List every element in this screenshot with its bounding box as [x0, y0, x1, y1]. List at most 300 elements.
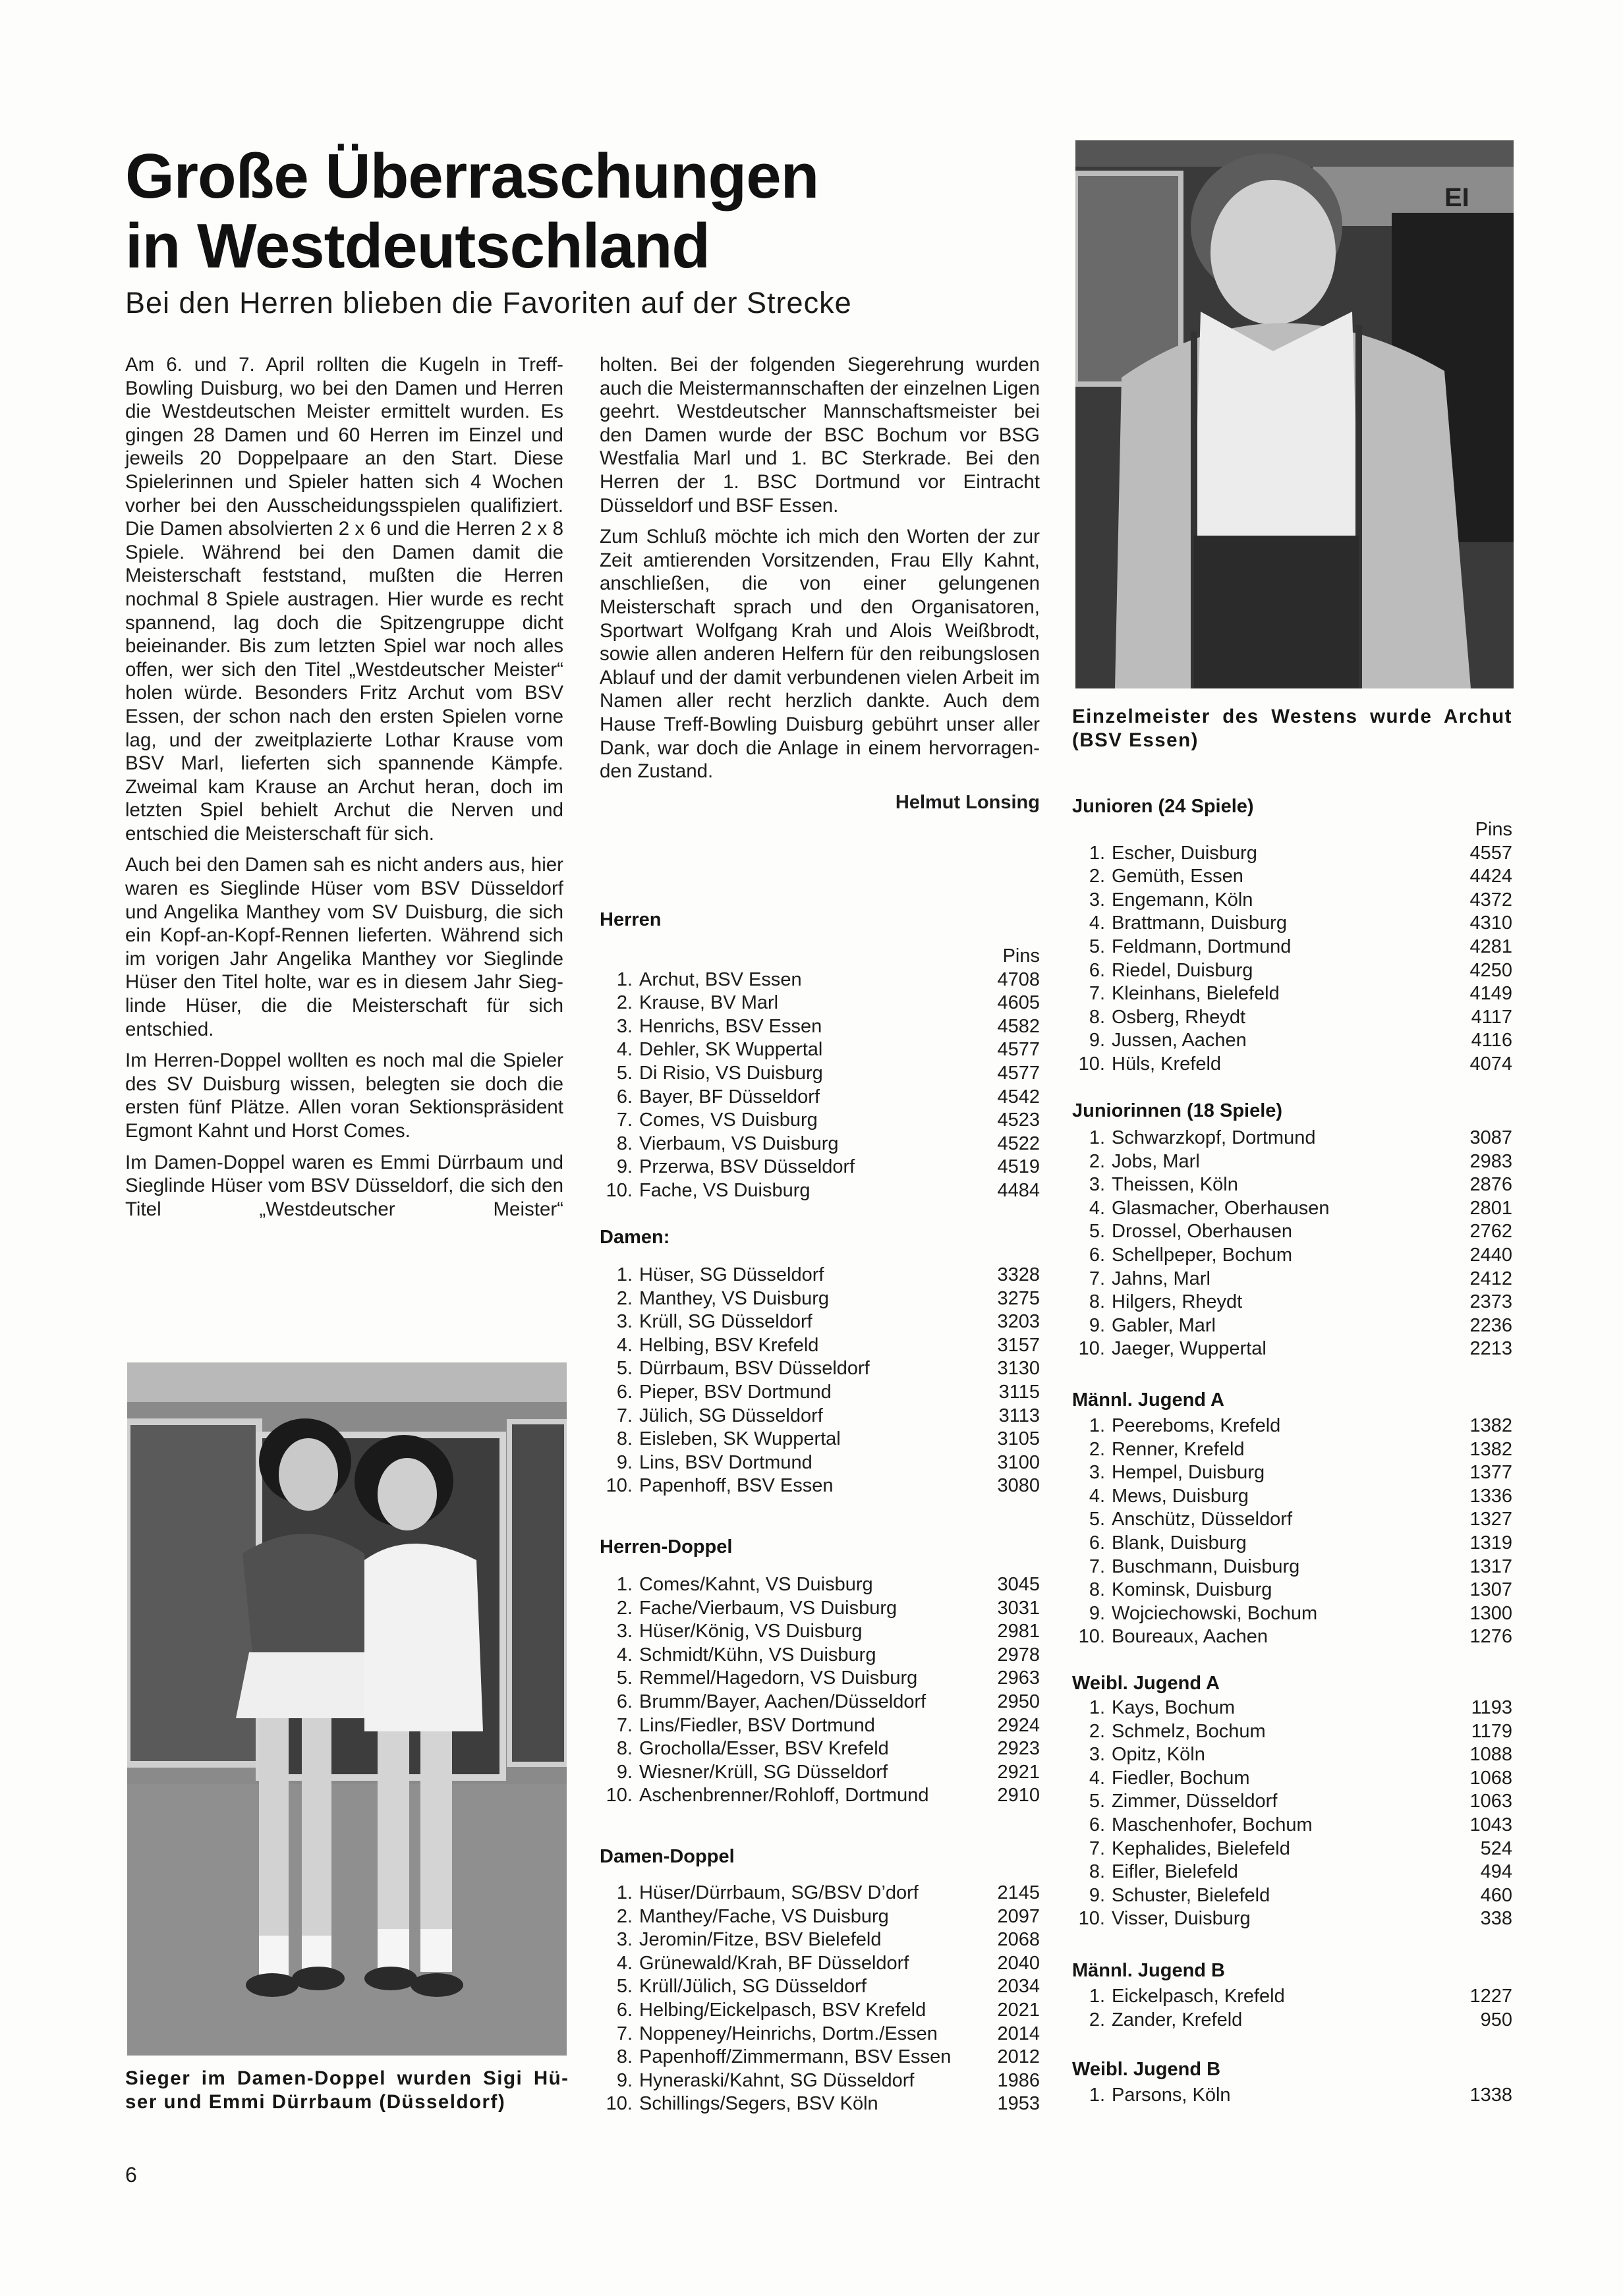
result-rank: 10. [1078, 1908, 1105, 1930]
result-rank: 4. [616, 1039, 633, 1061]
result-name: Kephalides, Bielefeld [1112, 1837, 1290, 1859]
result-name: Glasmacher, Oberhausen [1112, 1197, 1330, 1219]
result-row [1072, 2009, 1512, 2032]
result-name: Riedel, Duisburg [1112, 959, 1253, 981]
result-rank: 1. [616, 1264, 633, 1285]
result-pins: 4074 [1469, 1053, 1512, 1075]
result-row [1072, 1268, 1512, 1291]
result-name: Helbing, BSV Krefeld [639, 1334, 819, 1356]
result-pins: 2145 [997, 1882, 1040, 1903]
result-rank: 5. [616, 1667, 633, 1689]
result-name: Jülich, SG Düsseldorf [639, 1405, 823, 1426]
paragraph: Im Damen-Doppel waren es Emmi Dürrbaum und Sieglinde Hüser vom BSV Düsseldorf, die sich den Titel „Westdeutscher Meister“ [125, 1151, 563, 1220]
result-pins: 4484 [997, 1179, 1040, 1201]
result-row [600, 1179, 1040, 1203]
result-pins: 3087 [1469, 1127, 1512, 1148]
result-pins: 2910 [997, 1785, 1040, 1806]
photo-archut [1075, 140, 1514, 688]
results-weibl-jugend-b [1072, 2058, 1512, 2108]
result-pins: 2068 [997, 1929, 1040, 1951]
section-title: Damen: [600, 1227, 670, 1248]
result-rank: 6. [1089, 959, 1105, 981]
result-rank: 6. [616, 1691, 633, 1712]
result-name: Gabler, Marl [1112, 1314, 1216, 1336]
result-pins: 2801 [1469, 1197, 1512, 1219]
result-row [600, 1952, 1040, 1976]
result-pins: 3105 [997, 1428, 1040, 1450]
result-row [1072, 1220, 1512, 1244]
result-row [600, 1620, 1040, 1644]
result-rank: 2. [616, 992, 633, 1014]
result-row [1072, 1197, 1512, 1221]
section-title: Damen-Doppel [600, 1846, 735, 1867]
paragraph: Zum Schluß möchte ich mich den Worten der zur Zeit amtierenden Vorsitzenden, Frau Elly Kahnt, anschließen, die von einer gelungenen Meisterschaft sprach und den Organisatoren, Sportwart Wolfgang Krah und Alois Weißbrodt, sowie allen anderen Helfern für den reibungslosen Ablauf und der damit verbundenen vielen Arbeit im Namen aller recht herzlich dankte. Auch dem Hause Treff-Bowling Duisburg gebührt unser aller Dank, war doch die Anlage in einem hervorragenden Zustand. [600, 526, 1040, 783]
result-row [1072, 889, 1512, 912]
result-rank: 4. [1089, 912, 1105, 934]
result-name: Kays, Bochum [1112, 1697, 1235, 1718]
result-row [1072, 1532, 1512, 1555]
results-list [1072, 1127, 1512, 1361]
result-name: Fache, VS Duisburg [639, 1179, 811, 1201]
results-juniorinnen [1072, 1099, 1512, 1361]
result-row [600, 1451, 1040, 1475]
result-name: Manthey, VS Duisburg [639, 1287, 829, 1309]
result-pins: 2213 [1469, 1338, 1512, 1360]
result-name: Blank, Duisburg [1112, 1532, 1247, 1554]
result-pins: 3100 [997, 1451, 1040, 1473]
result-pins: 1276 [1469, 1626, 1512, 1648]
result-pins: 3275 [997, 1287, 1040, 1309]
result-row [1072, 1291, 1512, 1314]
result-row [600, 1357, 1040, 1381]
result-rank: 1. [1089, 1127, 1105, 1148]
result-row [1072, 1625, 1512, 1649]
section-title: Herren [600, 909, 662, 930]
result-row [1072, 1127, 1512, 1150]
result-name: Schellpeper, Bochum [1112, 1244, 1293, 1266]
result-rank: 1. [616, 1574, 633, 1595]
result-row [600, 1287, 1040, 1311]
result-row [600, 1573, 1040, 1597]
result-name: Fiedler, Bochum [1112, 1767, 1250, 1789]
result-pins: 2978 [997, 1644, 1040, 1666]
results-maennl-jugend-a [1072, 1388, 1512, 1649]
results-herren-doppel [600, 1535, 1040, 1808]
section-title: Weibl. Jugend A [1072, 1673, 1220, 1694]
result-row [1072, 1696, 1512, 1720]
result-name: Maschenhofer, Bochum [1112, 1814, 1313, 1835]
result-name: Parsons, Köln [1112, 2085, 1231, 2106]
result-rank: 2. [1089, 1438, 1105, 1460]
result-row [600, 1882, 1040, 1905]
result-rank: 7. [616, 1405, 633, 1426]
result-rank: 6. [616, 1999, 633, 2021]
sign-text: EI [1444, 183, 1469, 212]
photo-caption-left [125, 2067, 568, 2114]
result-row [1072, 959, 1512, 983]
result-rank: 7. [1089, 1837, 1105, 1859]
result-rank: 7. [1089, 983, 1105, 1005]
result-name: Hüser/Dürrbaum, SG/BSV D’dorf [639, 1882, 919, 1903]
result-name: Pieper, BSV Dortmund [639, 1381, 832, 1403]
results-list [1072, 2084, 1512, 2108]
result-name: Hüser, SG Düsseldorf [639, 1264, 824, 1285]
result-pins: 524 [1480, 1837, 1512, 1859]
result-pins: 2040 [997, 1952, 1040, 1974]
result-name: Krüll/Jülich, SG Düsseldorf [639, 1976, 867, 1998]
result-rank: 10. [1078, 1338, 1105, 1360]
result-name: Eickelpasch, Krefeld [1112, 1986, 1285, 2007]
result-rank: 5. [1089, 1509, 1105, 1530]
result-name: Schuster, Bielefeld [1112, 1884, 1270, 1906]
result-pins: 1317 [1469, 1555, 1512, 1577]
result-name: Renner, Krefeld [1112, 1438, 1245, 1460]
result-pins: 1382 [1469, 1415, 1512, 1436]
result-name: Brumm/Bayer, Aachen/Düsseldorf [639, 1691, 926, 1712]
result-pins: 2440 [1469, 1244, 1512, 1266]
result-pins: 4281 [1469, 936, 1512, 957]
result-name: Bayer, BF Düsseldorf [639, 1086, 820, 1107]
result-rank: 9. [616, 1761, 633, 1783]
result-rank: 1. [616, 968, 633, 990]
results-list [1072, 842, 1512, 1077]
result-row [1072, 936, 1512, 959]
result-pins: 1336 [1469, 1485, 1512, 1507]
result-rank: 5. [616, 1062, 633, 1084]
result-pins: 3045 [997, 1574, 1040, 1595]
result-rank: 8. [616, 2046, 633, 2068]
result-name: Schmelz, Bochum [1112, 1720, 1266, 1742]
photo-caption-right-text: Einzelmeister des Westens wurde Archut (BSV Essen) [1072, 706, 1512, 751]
result-name: Schmidt/Kühn, VS Duisburg [639, 1644, 876, 1666]
result-row [1072, 1767, 1512, 1791]
result-row [1072, 1602, 1512, 1626]
result-rank: 9. [1089, 1602, 1105, 1624]
result-rank: 3. [616, 1929, 633, 1951]
result-rank: 4. [1089, 1767, 1105, 1789]
result-rank: 8. [616, 1738, 633, 1760]
result-rank: 3. [1089, 1744, 1105, 1766]
result-pins: 1227 [1469, 1986, 1512, 2007]
page-number: 6 [125, 2163, 137, 2187]
result-row [600, 1784, 1040, 1808]
result-name: Eifler, Bielefeld [1112, 1861, 1238, 1883]
article-column-1 [125, 353, 563, 1229]
result-name: Hyneraski/Kahnt, SG Düsseldorf [639, 2069, 915, 2091]
result-rank: 9. [616, 1156, 633, 1178]
result-row [600, 1737, 1040, 1761]
result-pins: 1043 [1469, 1814, 1512, 1835]
result-row [600, 1905, 1040, 1929]
result-row [600, 1015, 1040, 1039]
result-pins: 2963 [997, 1667, 1040, 1689]
result-row [1072, 1314, 1512, 1338]
result-pins: 3157 [997, 1334, 1040, 1356]
result-row [600, 1597, 1040, 1621]
result-pins: 4424 [1469, 866, 1512, 887]
result-name: Hüser/König, VS Duisburg [639, 1621, 863, 1642]
result-pins: 2373 [1469, 1291, 1512, 1313]
result-row [600, 1691, 1040, 1714]
photo-caption-left-text: Sieger im Damen-Doppel wurden Sigi Hüser und Emmi Dürrbaum (Düsseldorf) [125, 2067, 568, 2113]
result-name: Osberg, Rheydt [1112, 1006, 1246, 1028]
result-rank: 9. [1089, 1884, 1105, 1906]
result-name: Visser, Duisburg [1112, 1908, 1251, 1930]
result-rank: 7. [1089, 1555, 1105, 1577]
result-row [600, 1156, 1040, 1179]
section-title: Männl. Jugend B [1072, 1960, 1225, 1981]
result-name: Opitz, Köln [1112, 1744, 1205, 1766]
result-name: Noppeney/Heinrichs, Dortm./Essen [639, 2023, 938, 2044]
result-rank: 3. [616, 1311, 633, 1333]
result-name: Schillings/Segers, BSV Köln [639, 2093, 878, 2115]
result-name: Engemann, Köln [1112, 889, 1253, 910]
result-row [1072, 1985, 1512, 2009]
result-name: Zimmer, Düsseldorf [1112, 1791, 1278, 1812]
result-name: Peereboms, Krefeld [1112, 1415, 1281, 1436]
result-rank: 10. [606, 2093, 633, 2115]
result-row [600, 1761, 1040, 1785]
result-rank: 1. [616, 1882, 633, 1903]
result-pins: 2762 [1469, 1221, 1512, 1243]
result-row [1072, 1720, 1512, 1744]
result-name: Hüls, Krefeld [1112, 1053, 1222, 1075]
result-pins: 1193 [1471, 1697, 1512, 1718]
result-rank: 8. [1089, 1579, 1105, 1601]
result-rank: 6. [1089, 1244, 1105, 1266]
result-name: Mews, Duisburg [1112, 1485, 1249, 1507]
result-row [600, 1714, 1040, 1738]
result-name: Feldmann, Dortmund [1112, 936, 1292, 957]
result-rank: 4. [616, 1952, 633, 1974]
headline-line-1: Große Überraschungen [125, 141, 819, 211]
result-name: Remmel/Hagedorn, VS Duisburg [639, 1667, 918, 1689]
result-pins: 1382 [1469, 1438, 1512, 1460]
result-row [600, 1038, 1040, 1062]
result-pins: 3080 [997, 1475, 1040, 1497]
result-rank: 3. [616, 1015, 633, 1037]
results-list [600, 1882, 1040, 2116]
result-pins: 2097 [997, 1905, 1040, 1927]
result-pins: 3115 [998, 1381, 1040, 1403]
result-pins: 2924 [997, 1714, 1040, 1736]
result-row [1072, 1790, 1512, 1814]
result-row [600, 1474, 1040, 1498]
result-pins: 4708 [997, 968, 1040, 990]
result-pins: 3130 [997, 1358, 1040, 1380]
result-row [1072, 1555, 1512, 1579]
result-pins: 4116 [1471, 1030, 1512, 1051]
result-row [600, 1334, 1040, 1358]
result-pins: 4577 [997, 1039, 1040, 1061]
result-name: Jaeger, Wuppertal [1112, 1338, 1267, 1360]
result-rank: 4. [1089, 1197, 1105, 1219]
result-pins: 4577 [997, 1062, 1040, 1084]
result-pins: 3113 [998, 1405, 1040, 1426]
subtitle: Bei den Herren blieben die Favoriten auf der Strecke [125, 286, 852, 320]
result-name: Helbing/Eickelpasch, BSV Krefeld [639, 1999, 926, 2021]
article-column-2 [600, 353, 1040, 822]
result-row [1072, 1150, 1512, 1174]
result-rank: 9. [616, 1451, 633, 1473]
result-row [1072, 842, 1512, 866]
result-pins: 2012 [997, 2046, 1040, 2068]
results-herren [600, 908, 1040, 1203]
result-rank: 2. [1089, 1720, 1105, 1742]
results-list [600, 1264, 1040, 1498]
result-pins: 4557 [1469, 842, 1512, 864]
result-row [600, 1133, 1040, 1156]
result-name: Hempel, Duisburg [1112, 1462, 1265, 1484]
result-rank: 1. [1089, 2085, 1105, 2106]
result-rank: 7. [1089, 1268, 1105, 1289]
result-row [600, 1264, 1040, 1287]
result-name: Wiesner/Krüll, SG Düsseldorf [639, 1761, 888, 1783]
result-pins: 950 [1480, 2009, 1512, 2030]
result-pins: 1327 [1469, 1509, 1512, 1530]
result-rank: 2. [1089, 2009, 1105, 2030]
result-pins: 3328 [997, 1264, 1040, 1285]
result-row [600, 1644, 1040, 1667]
result-name: Jussen, Aachen [1112, 1030, 1247, 1051]
result-row [600, 1928, 1040, 1952]
result-pins: 1063 [1469, 1791, 1512, 1812]
result-rank: 10. [1078, 1626, 1105, 1648]
result-row [1072, 1837, 1512, 1861]
result-name: Grocholla/Esser, BSV Krefeld [639, 1738, 889, 1760]
result-rank: 3. [616, 1621, 633, 1642]
result-rank: 6. [1089, 1814, 1105, 1835]
result-name: Kominsk, Duisburg [1112, 1579, 1272, 1601]
result-name: Boureaux, Aachen [1112, 1626, 1268, 1648]
result-pins: 1377 [1469, 1462, 1512, 1484]
result-pins: 460 [1480, 1884, 1512, 1906]
results-list [1072, 1985, 1512, 2032]
result-rank: 10. [1078, 1053, 1105, 1075]
result-row [1072, 1861, 1512, 1884]
result-pins: 2034 [997, 1976, 1040, 1998]
result-name: Lins, BSV Dortmund [639, 1451, 812, 1473]
result-rank: 8. [1089, 1291, 1105, 1313]
result-row [600, 1310, 1040, 1334]
result-name: Jahns, Marl [1112, 1268, 1210, 1289]
result-row [1072, 865, 1512, 889]
result-pins: 338 [1480, 1908, 1512, 1930]
result-name: Drossel, Oberhausen [1112, 1221, 1293, 1243]
results-damen-doppel [600, 1845, 1040, 2116]
result-rank: 2. [616, 1597, 633, 1619]
section-title: Herren-Doppel [600, 1536, 733, 1557]
headline [125, 142, 818, 281]
result-row [600, 1109, 1040, 1133]
result-pins: 4605 [997, 992, 1040, 1014]
result-rank: 10. [606, 1179, 633, 1201]
paragraph: Im Herren-Doppel wollten es noch mal die Spieler des SV Duisburg wissen, belegten sie doch die ersten fünf Plätze. Allen voran Sektionspräsident Egmont Kahnt und Horst Comes. [125, 1050, 563, 1142]
paragraph: holten. Bei der folgenden Siegerehrung wurden auch die Meistermannschaften der einzelnen Ligen geehrt. Westdeutscher Mannschaftsmeister bei den Damen wurde der BSC Bochum vor BSG Westfalia Marl und 1. BC Sterkrade. Bei den Herren der 1. BSC Dortmund vor Eintracht Düsseldorf und BSF Essen. [600, 354, 1040, 517]
result-rank: 8. [1089, 1006, 1105, 1028]
result-pins: 2921 [997, 1761, 1040, 1783]
result-rank: 4. [616, 1644, 633, 1666]
result-row [1072, 1006, 1512, 1030]
result-rank: 6. [616, 1381, 633, 1403]
result-row [1072, 1173, 1512, 1197]
result-row [1072, 1029, 1512, 1053]
result-name: Eisleben, SK Wuppertal [639, 1428, 841, 1450]
result-name: Vierbaum, VS Duisburg [639, 1133, 839, 1154]
result-pins: 4519 [997, 1156, 1040, 1178]
result-row [600, 968, 1040, 992]
result-row [600, 1975, 1040, 1999]
photo-caption-right [1072, 705, 1512, 752]
result-name: Kleinhans, Bielefeld [1112, 983, 1280, 1005]
result-pins: 2981 [997, 1621, 1040, 1642]
result-rank: 7. [616, 1109, 633, 1131]
section-title: Junioren (24 Spiele) [1072, 796, 1254, 817]
result-name: Schwarzkopf, Dortmund [1112, 1127, 1316, 1148]
result-name: Theissen, Köln [1112, 1174, 1238, 1196]
result-name: Wojciechowski, Bochum [1112, 1602, 1318, 1624]
result-name: Anschütz, Düsseldorf [1112, 1509, 1293, 1530]
result-name: Papenhoff, BSV Essen [639, 1475, 834, 1497]
result-rank: 4. [616, 1334, 633, 1356]
result-pins: 1338 [1469, 2085, 1512, 2106]
result-pins: 1179 [1471, 1720, 1512, 1742]
result-pins: 4542 [997, 1086, 1040, 1107]
headline-line-2: in Westdeutschland [125, 211, 710, 281]
result-pins: 4523 [997, 1109, 1040, 1131]
result-rank: 3. [1089, 889, 1105, 910]
result-rank: 9. [1089, 1314, 1105, 1336]
result-name: Grünewald/Krah, BF Düsseldorf [639, 1952, 909, 1974]
result-row [600, 2092, 1040, 2116]
result-pins: 4582 [997, 1015, 1040, 1037]
section-title: Männl. Jugend A [1072, 1389, 1224, 1411]
result-name: Dehler, SK Wuppertal [639, 1039, 823, 1061]
result-pins: 2236 [1469, 1314, 1512, 1336]
result-row [1072, 1438, 1512, 1462]
result-name: Zander, Krefeld [1112, 2009, 1243, 2030]
result-rank: 5. [616, 1976, 633, 1998]
result-row [600, 1667, 1040, 1691]
result-row [600, 1086, 1040, 1109]
result-pins: 2983 [1469, 1150, 1512, 1172]
result-pins: 4372 [1469, 889, 1512, 910]
results-list [600, 1573, 1040, 1808]
result-name: Lins/Fiedler, BSV Dortmund [639, 1714, 875, 1736]
result-rank: 3. [1089, 1174, 1105, 1196]
paragraph: Auch bei den Damen sah es nicht anders aus, hier waren es Sieglinde Hüser vom BSV Düsseldorf und Angelika Manthey vom SV Duisburg, die sich ein Kopf-an-Kopf-Rennen lieferten. Während sich im vorigen Jahr Angelika Manthey vor Sieglinde Hüser den Titel holte, war es in diesem Jahr Sieglinde Hüser, die die Meisterschaft für sich entschied. [125, 854, 563, 1040]
result-row [1072, 1508, 1512, 1532]
result-name: Przerwa, BSV Düsseldorf [639, 1156, 855, 1178]
result-row [600, 1428, 1040, 1451]
result-pins: 3031 [997, 1597, 1040, 1619]
result-name: Fache/Vierbaum, VS Duisburg [639, 1597, 897, 1619]
result-name: Comes/Kahnt, VS Duisburg [639, 1574, 873, 1595]
result-rank: 5. [1089, 936, 1105, 957]
result-name: Aschenbrenner/Rohloff, Dortmund [639, 1785, 929, 1806]
photo-damen-doppel-winners [127, 1362, 567, 2056]
result-row [600, 992, 1040, 1015]
result-rank: 6. [616, 1086, 633, 1107]
pins-column-header: Pins [1475, 819, 1512, 840]
result-rank: 8. [1089, 1861, 1105, 1883]
result-row [1072, 982, 1512, 1006]
result-pins: 4149 [1469, 983, 1512, 1005]
result-name: Comes, VS Duisburg [639, 1109, 818, 1131]
result-row [1072, 1053, 1512, 1077]
photo-two-women-icon [127, 1362, 567, 2056]
result-row [1072, 1743, 1512, 1767]
